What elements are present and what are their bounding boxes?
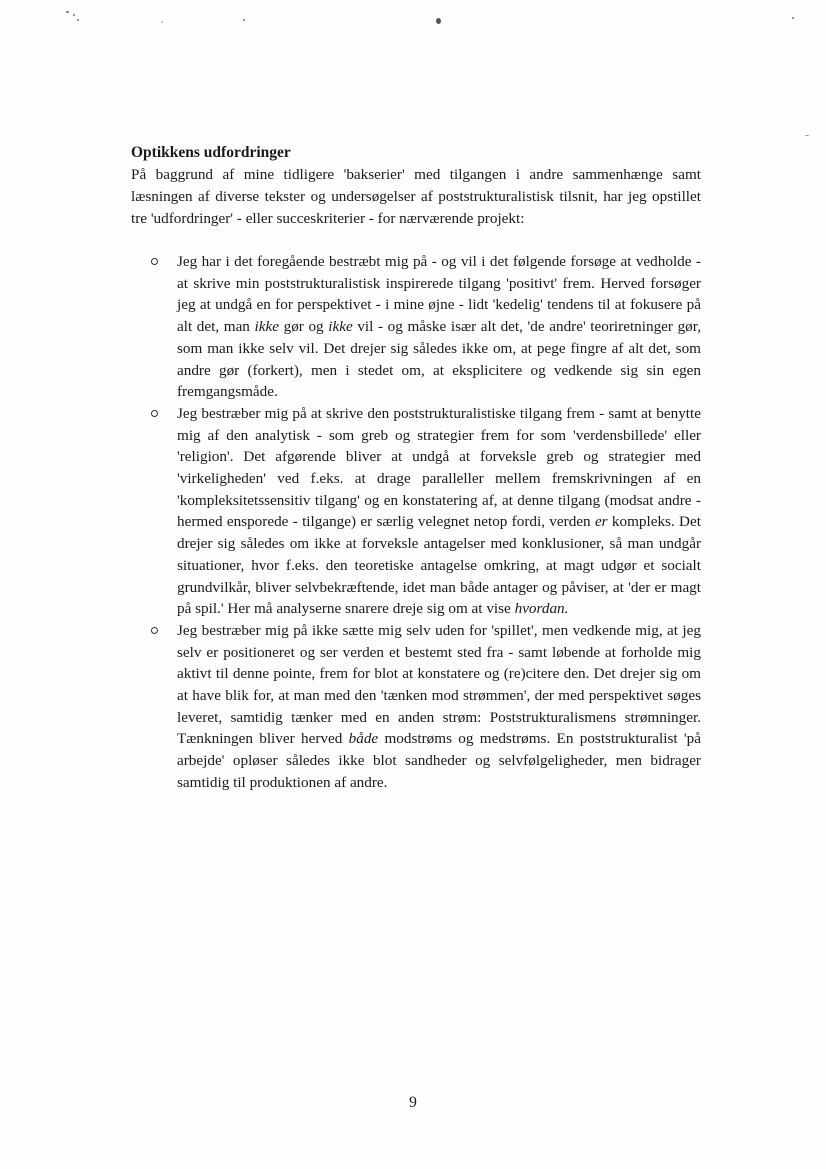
list-item (150, 403, 701, 620)
scan-speck (66, 11, 69, 13)
list-item-text: Jeg bestræber mig på at skrive den poststrukturalistiske tilgang frem - samt at benytte mig af den analytisk - som greb og strategier frem for som 'verdensbillede' eller 'religion'. Det afgørende bliver at undgå at forveksle greb og strategier med 'virkeligheden' ved f.eks. at drage paralleller mellem fremskrivningen af en 'kompleksitetssensitiv tilgang' og en konstatering af, at denne tilgang (modsat andre - hermed ensporede - tilgange) er særlig velegnet netop fordi, verden er kompleks. Det drejer sig således om ikke at forveksle antagelser med konklusioner, så man undgår situationer, hvor f.eks. den teoretiske antagelse omkring, at magt udgør et socialt grundvilkår, bliver selvbekræftende, idet man både antager og påviser, at 'der er magt på spil.' Her må analyserne snarere dreje sig om at vise hvordan. (177, 404, 701, 618)
scan-speck (792, 17, 794, 19)
page-number: 9 (409, 1094, 417, 1111)
scan-speck (161, 21, 163, 23)
list-item-text: Jeg bestræber mig på ikke sætte mig selv uden for 'spillet', men vedkende mig, at jeg selv er positioneret og ser verden et bestemt sted fra - samt løbende at forholde mig aktivt til denne pointe, frem for blot at konstatere og (re)citere den. Det drejer sig om at have blik for, at man med den 'tænken mod strømmen', der med perspektivet søges leveret, samtidig tænker med en anden strøm: Poststrukturalismens strømninger. Tænkningen bliver herved både modstrøms og medstrøms. En poststrukturalist 'på arbejde' opløser således ikke blot sandheder og selvfølgeligheder, men bidrager samtidig til produktionen af andre. (177, 621, 701, 791)
list-item (150, 620, 701, 794)
bullet-icon (151, 410, 158, 417)
scan-speck (73, 14, 75, 16)
bullet-icon (151, 627, 158, 634)
section-heading: Optikkens udfordringer (131, 144, 291, 161)
scan-speck (77, 19, 79, 21)
scan-speck (243, 19, 245, 21)
intro-paragraph: På baggrund af mine tidligere 'bakserier' med tilgangen i andre sammenhænge samt læsningen af diverse tekster og undersøgelser af poststrukturalistisk tilsnit, har jeg opstillet tre 'udfordringer' - eller succeskriterier - for nærværende projekt: (131, 166, 701, 227)
scan-speck (436, 18, 441, 24)
bullet-icon (151, 258, 158, 265)
list-item-text: Jeg har i det foregående bestræbt mig på - og vil i det følgende forsøge at vedholde - at skrive min poststrukturalistisk inspirerede tilgang 'positivt' frem. Herved forsøger jeg at undgå en for perspektivet - i mine øjne - lidt 'kedelig' tendens til at fokusere på alt det, man ikke gør og ikke vil - og måske især alt det, 'de andre' teoriretninger gør, som man ikke selv vil. Det drejer sig således ikke om, at pege fingre af alt det, som andre gør (forkert), men i stedet om, at eksplicitere og vedkende sig sin egen fremgangsmåde. (177, 253, 702, 401)
list-item (150, 251, 701, 403)
criteria-list (150, 251, 701, 794)
scan-speck (805, 135, 809, 136)
